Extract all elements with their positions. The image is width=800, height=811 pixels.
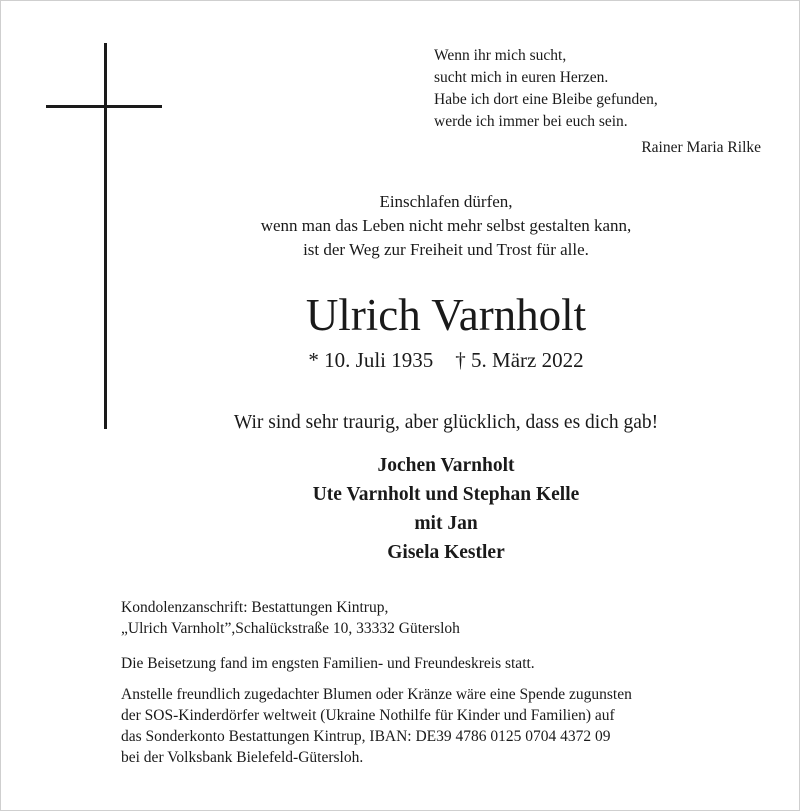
info-block: [121, 597, 632, 768]
mourner-name: Ute Varnholt und Stephan Kelle: [312, 484, 580, 505]
donation-line: Anstelle freundlich zugedachter Blumen oder Kränze wäre eine Spende zugunsten: [121, 686, 632, 703]
cross-horizontal-bar: [46, 105, 162, 108]
poem: [434, 45, 658, 133]
quote-line: wenn man das Leben nicht mehr selbst gestalten kann,: [260, 216, 632, 235]
deceased-name: Ulrich Varnholt: [305, 290, 587, 340]
mourner-name: Jochen Varnholt: [377, 455, 515, 476]
birth-date: * 10. Juli 1935: [308, 348, 434, 372]
poem-line: sucht mich in euren Herzen.: [434, 69, 609, 86]
death-date: † 5. März 2022: [455, 348, 584, 372]
condolence-line: Kondolenzanschrift: Bestattungen Kintrup,: [121, 599, 389, 616]
quote-line: Einschlafen dürfen,: [379, 192, 513, 211]
poem-line: Habe ich dort eine Bleibe gefunden,: [434, 91, 658, 108]
quote: [151, 190, 741, 262]
poem-line: werde ich immer bei euch sein.: [434, 113, 628, 130]
donation-line: das Sonderkonto Bestattungen Kintrup, IBAN: DE39 4786 0125 0704 4372 09: [121, 728, 611, 745]
condolence-line: „Ulrich Varnholt”,Schalückstraße 10, 33332 Gütersloh: [121, 620, 460, 637]
donation-line: der SOS-Kinderdörfer weltweit (Ukraine Nothilfe für Kinder und Familien) auf: [121, 707, 615, 724]
donation-line: bei der Volksbank Bielefeld-Gütersloh.: [121, 749, 364, 766]
tagline: Wir sind sehr traurig, aber glücklich, dass es dich gab!: [233, 412, 659, 433]
mourner-name: mit Jan: [414, 513, 478, 534]
funeral-note: Die Beisetzung fand im engsten Familien- und Freundeskreis statt.: [121, 655, 535, 672]
poem-author: Rainer Maria Rilke: [641, 139, 761, 156]
poem-line: Wenn ihr mich sucht,: [434, 47, 567, 64]
life-dates: [151, 346, 741, 374]
mourners-list: [151, 451, 741, 567]
quote-line: ist der Weg zur Freiheit und Trost für alle.: [303, 240, 589, 259]
mourner-name: Gisela Kestler: [387, 542, 505, 563]
cross-vertical-bar: [104, 43, 107, 429]
